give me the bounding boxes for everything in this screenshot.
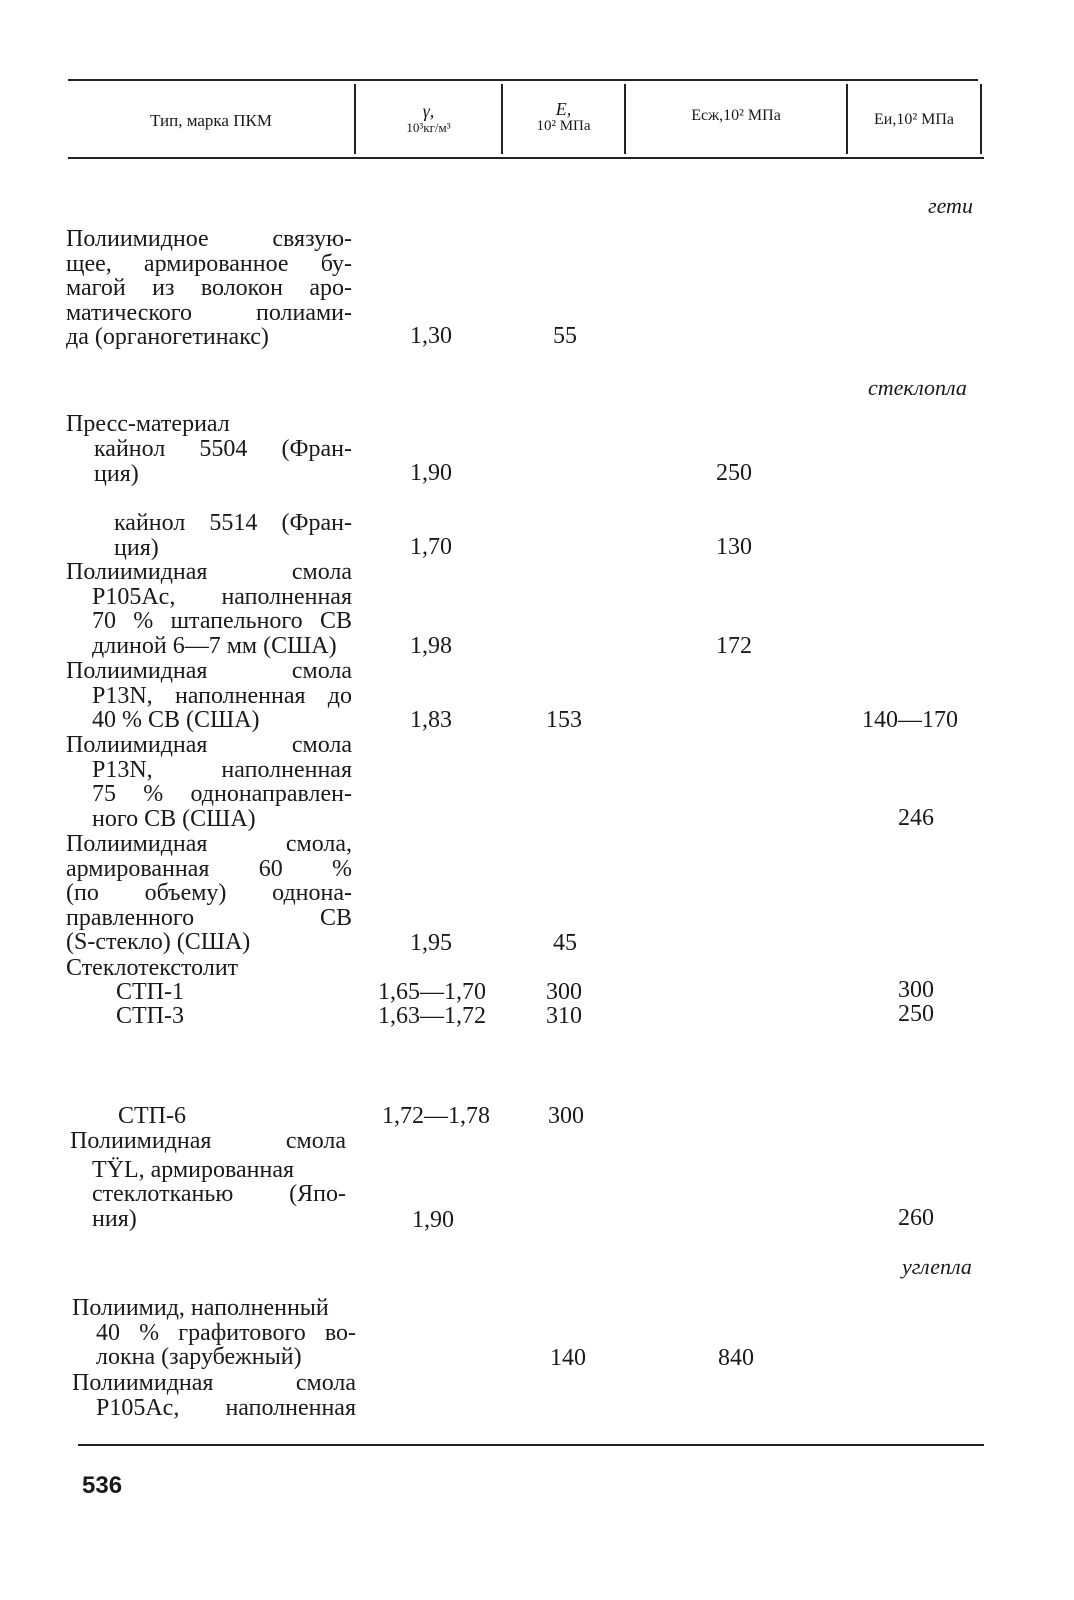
header-bottom-rule — [68, 157, 984, 159]
row-line: длиной 6—7 мм (США) — [92, 632, 337, 659]
cell-ecompr: 250 — [716, 460, 752, 486]
row-line: Полиимидная смола — [70, 1128, 346, 1154]
header-e-unit: 10² МПа — [536, 117, 591, 134]
cell-ecompr: 130 — [716, 534, 752, 560]
row-line: 40 % графитового во- — [96, 1319, 356, 1346]
cell-ebend: 300 — [898, 977, 934, 1003]
table-row-name — [116, 1004, 352, 1029]
header-top-rule — [68, 79, 978, 81]
cell-e: 310 — [546, 1003, 582, 1029]
cell-gamma: 1,30 — [410, 323, 452, 349]
cell-gamma: 1,70 — [410, 534, 452, 560]
row-line: TŸL, армированная — [92, 1156, 295, 1183]
table-row-name — [66, 832, 352, 955]
row-line: (по объему) однона- — [66, 880, 352, 907]
row-line: локна (зарубежный) — [96, 1344, 302, 1371]
table-row-name — [118, 1104, 354, 1129]
cell-ecompr: 172 — [716, 633, 752, 659]
header-divider-5 — [980, 84, 982, 154]
row-line: СТП-3 — [116, 1003, 184, 1029]
category-uglepla: углепла — [902, 1254, 972, 1279]
category-steklopla: стеклопла — [868, 375, 967, 400]
cell-gamma: 1,72—1,78 — [382, 1103, 490, 1129]
row-line: Пресс-материал — [66, 411, 230, 437]
table-row-name — [114, 511, 352, 560]
header-gamma-symbol: γ, — [422, 101, 435, 121]
cell-e: 45 — [553, 930, 577, 956]
row-line: кайнол 5504 (Фран- — [94, 436, 352, 462]
cell-ecompr: 840 — [718, 1345, 754, 1371]
row-line: 70 % штапельного СВ — [92, 608, 352, 635]
row-line: Полиимидное связую- — [66, 226, 352, 252]
table-row-name — [94, 437, 352, 486]
cell-ebend: 140—170 — [862, 707, 958, 733]
row-line: P105Ac, наполненная — [96, 1394, 356, 1421]
row-line: СТП-6 — [118, 1103, 186, 1129]
header-gamma-label — [356, 102, 501, 135]
row-line: ния) — [92, 1205, 137, 1232]
category-geti: гети — [928, 193, 973, 218]
table-row-name — [70, 1129, 346, 1231]
cell-ebend: 246 — [898, 805, 934, 831]
table-row-name — [66, 956, 352, 981]
row-line: щее, армированное бу- — [66, 250, 352, 277]
row-line: Полиимидная смола — [66, 732, 352, 758]
row-line: (S-стекло) (США) — [66, 929, 251, 956]
table-row-name — [116, 980, 352, 1005]
row-line: Полиимид, наполненный — [72, 1295, 329, 1321]
cell-gamma: 1,95 — [410, 930, 452, 956]
row-line: 75 % однонаправлен- — [92, 781, 352, 808]
row-line: армированная 60 % — [66, 855, 352, 882]
row-line: Стеклотекстолит — [66, 955, 239, 981]
cell-e: 300 — [548, 1103, 584, 1129]
row-line: Полиимидная смола — [66, 559, 352, 585]
row-line: СТП-1 — [116, 979, 184, 1005]
row-line: P105Ac, наполненная — [92, 583, 352, 610]
row-line: ция) — [114, 534, 159, 561]
header-ecompr-label: Eсж,10² МПа — [691, 107, 781, 124]
table-bottom-rule — [78, 1444, 984, 1446]
table-row-name — [72, 1296, 356, 1370]
table-row-name — [66, 227, 352, 350]
cell-gamma: 1,90 — [412, 1207, 454, 1233]
row-line: P13N, наполненная до — [92, 682, 352, 709]
row-line: магой из волокон аро- — [66, 275, 352, 302]
row-line: стеклотканью (Япо- — [92, 1181, 346, 1208]
header-e-symbol: E, — [555, 99, 572, 119]
cell-e: 140 — [550, 1345, 586, 1371]
table-row-name — [72, 1371, 356, 1420]
cell-ebend: 250 — [898, 1001, 934, 1027]
row-line: Полиимидная смола, — [66, 831, 352, 857]
cell-gamma: 1,90 — [410, 460, 452, 486]
cell-gamma: 1,63—1,72 — [378, 1003, 486, 1029]
cell-e: 55 — [553, 323, 577, 349]
table-row-name — [66, 659, 352, 733]
row-line: матического полиами- — [66, 299, 352, 326]
row-line: 40 % СВ (США) — [92, 707, 260, 734]
header-gamma-unit: 10³кг/м³ — [406, 119, 451, 135]
table-row-name — [66, 560, 352, 658]
row-line: правленного СВ — [66, 904, 352, 931]
table-row-name — [66, 412, 352, 437]
row-line: Полиимидная смола — [72, 1370, 356, 1396]
row-line: P13N, наполненная — [92, 756, 352, 783]
cell-gamma: 1,65—1,70 — [378, 979, 486, 1005]
cell-gamma: 1,98 — [410, 633, 452, 659]
page-number: 536 — [82, 1472, 123, 1499]
cell-ebend: 260 — [898, 1205, 934, 1231]
row-line: ного СВ (США) — [92, 805, 256, 832]
row-line: да (органогетинакс) — [66, 324, 269, 351]
header-type-label: Тип, марка ПКМ — [150, 111, 272, 130]
cell-e: 153 — [546, 707, 582, 733]
table-row-name — [66, 733, 352, 831]
cell-gamma: 1,83 — [410, 707, 452, 733]
row-line: ция) — [94, 460, 139, 487]
header-ebend-label: Eи,10² МПа — [873, 111, 954, 128]
header-e-label — [503, 100, 624, 135]
row-line: Полиимидная смола — [66, 658, 352, 684]
cell-e: 300 — [546, 979, 582, 1005]
row-line: кайнол 5514 (Фран- — [114, 510, 352, 536]
